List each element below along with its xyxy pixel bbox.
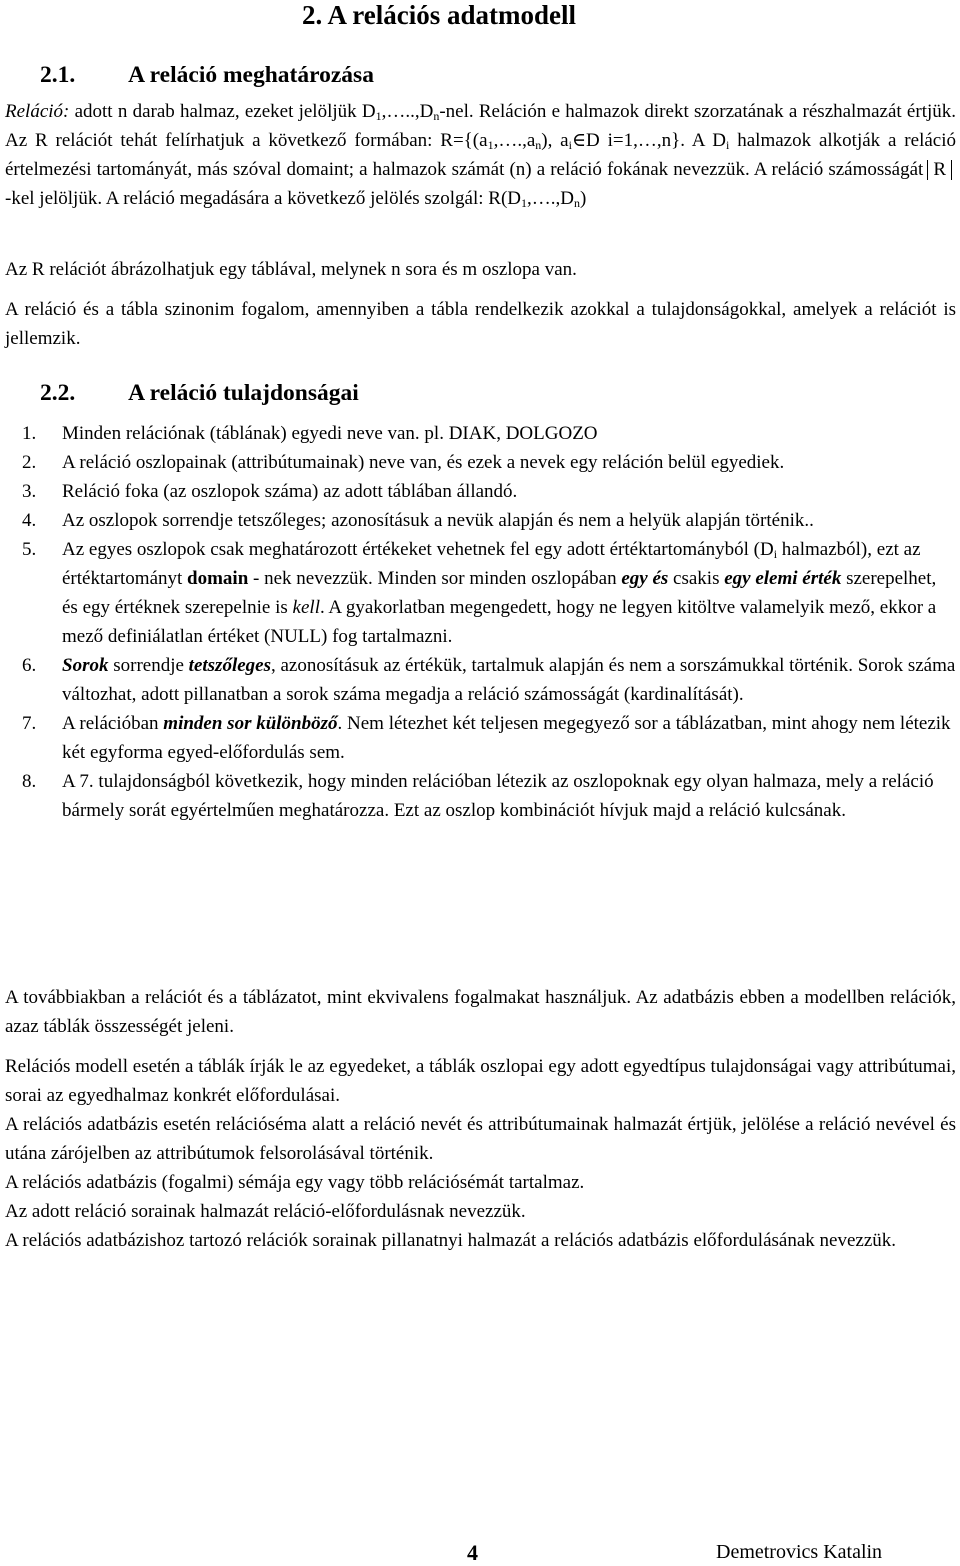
paragraph-database-schema: A relációs adatbázis (fogalmi) sémája egy vagy több relációsémát tartalmaz. bbox=[5, 1172, 585, 1193]
section-title: A reláció meghatározása bbox=[128, 62, 374, 88]
paragraph-relation-instance: Az adott reláció sorainak halmazát reláció-előfordulásnak nevezzük. bbox=[5, 1201, 526, 1222]
properties-list bbox=[22, 419, 956, 825]
page-number: 4 bbox=[467, 1540, 478, 1565]
list-item: 2. A reláció oszlopainak (attribútumainak) neve van, és ezek a nevek egy reláción belül egyediek. bbox=[22, 452, 785, 473]
section-title: A reláció tulajdonságai bbox=[128, 380, 359, 406]
list-item: 1. Minden relációnak (táblának) egyedi neve van. pl. DIAK, DOLGOZO bbox=[22, 423, 598, 444]
list-item: 8. A 7. tulajdonságból következik, hogy minden relációban létezik az oszlopoknak egy olyan halmaza, mely a reláció bármely sorát egyértelműen meghatározza. Ezt az oszlop kombinációt hívjuk majd a reláció kulcsának. bbox=[22, 771, 934, 821]
footer-author: Demetrovics Katalin bbox=[716, 1541, 883, 1563]
list-item: 3. Reláció foka (az oszlopok száma) az adott táblában állandó. bbox=[22, 481, 518, 502]
list-item: 6. Sorok sorrendje tetszőleges, azonosításuk az értékük, tartalmuk alapján és nem a sorszámukkal történik. Sorok száma változhat, adott pillanatban a sorok száma megadja a reláció számosságát (kardinalítását). bbox=[22, 655, 956, 705]
term-domain: domain bbox=[187, 568, 249, 589]
paragraph-equivalence: A továbbiakban a relációt és a táblázatot, mint ekvivalens fogalmakat használjuk. Az adatbázis ebben a modellben relációk, azaz táblák összességét jeleni. bbox=[5, 987, 956, 1037]
section-heading-2-2 bbox=[40, 380, 359, 407]
paragraph-synonym: A reláció és a tábla szinonim fogalom, amennyiben a tábla rendelkezik azokkal a tulajdonságokkal, amelyek a relációt is jellemzik. bbox=[5, 299, 956, 349]
section-heading-2-1 bbox=[40, 62, 374, 89]
cardinality-symbol: R bbox=[927, 160, 952, 180]
paragraph-relational-model: Relációs modell esetén a táblák írják le az egyedeket, a táblák oszlopai egy adott egyedtípus tulajdonságai vagy attribútumai, sorai az egyedhalmaz konkrét előfordulásai. bbox=[5, 1056, 956, 1106]
term-relacio: Reláció: bbox=[5, 101, 70, 122]
list-item: 5. Az egyes oszlopok csak meghatározott értékeket vehetnek fel egy adott értéktartományból ($D_i$ halmazból), ezt az értéktartományt domain - nek nevezzük. Minden sor minden oszlopában egy és csakis egy elemi érték szerepelhet, és egy értéknek szerepelnie is kell. A gyakorlatban megengedett, hogy ne legyen kitöltve valamelyik mező, ekkor a mező definiálatlan értéket (NULL) fog tartalmazni. bbox=[22, 539, 937, 647]
paragraph-relation-schema: A relációs adatbázis esetén relációséma alatt a reláció nevét és attribútumainak halmazát értjük, jelölése a reláció nevével és utána zárójelben az attribútumok felsorolásával történik. bbox=[5, 1114, 956, 1164]
paragraph-database-instance: A relációs adatbázishoz tartozó relációk sorainak pillanatnyi halmazát a relációs adatbázis előfordulásának nevezzük. bbox=[5, 1230, 897, 1251]
section-number: 2.2. bbox=[40, 380, 76, 406]
page-title: 2. A relációs adatmodell bbox=[302, 0, 576, 30]
paragraph-table-representation: Az R relációt ábrázolhatjuk egy táblával, melynek n sora és m oszlopa van. bbox=[5, 259, 577, 280]
list-item: 4. Az oszlopok sorrendje tetszőleges; azonosításuk a nevük alapján és nem a helyük alapján történik.. bbox=[22, 510, 814, 531]
paragraph-relation-definition: Reláció: adott n darab halmaz, ezeket jelöljük $D_1,\dots..,D_n$-nel. Reláción e halmazok direkt szorzatának a részhalmazát értjük. Az R relációt tehát felírhatjuk a következő formában: $R=\{(a_1,\dots.,a_n)$, $a_i\in D$ i=1,…,n}. A $D_i$ halmazok alkotják a reláció értelmezési tartományát, más szóval domaint; a halmazok számát (n) a reláció fokának nevezzük. A reláció számosságát R-kel jelöljük. A reláció megadására a következő jelölés szolgál: $R(D_1,\dots.,D_n)$ bbox=[5, 101, 957, 210]
section-number: 2.1. bbox=[40, 62, 76, 88]
list-item: 7. A relációban minden sor különböző. Nem létezhet két teljesen megegyező sor a táblázatban, mint ahogy nem létezik két egyforma egyed-előfordulás sem. bbox=[22, 713, 951, 763]
